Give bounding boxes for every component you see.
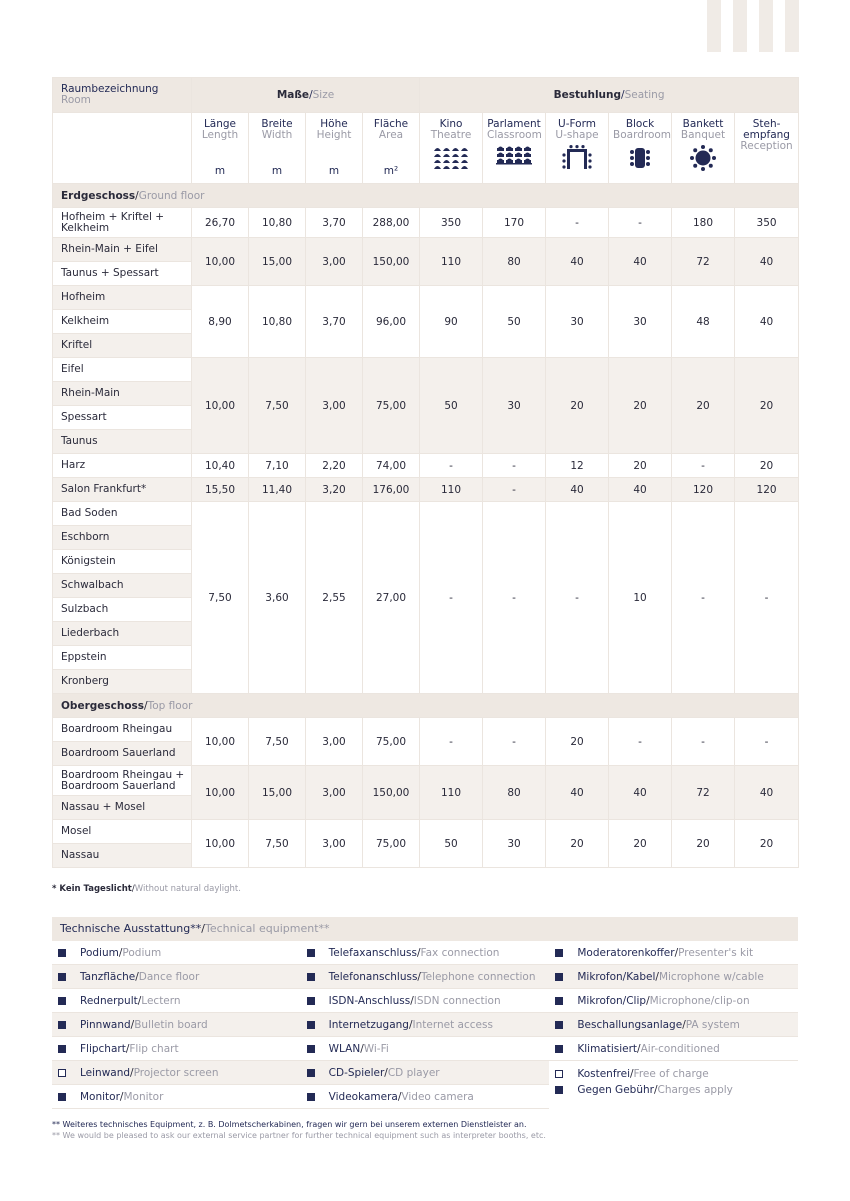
- daylight-note: * Kein Tageslicht/Without natural daylight.: [52, 884, 241, 894]
- charged-square-icon: [555, 1045, 563, 1053]
- room-name: Bad Soden: [53, 502, 192, 526]
- unit-label: m: [328, 165, 340, 177]
- equipment-item: Podium/Podium: [52, 941, 301, 965]
- capacity-value: 20: [735, 454, 799, 478]
- column-header: Länge Length m: [192, 113, 249, 184]
- capacity-value: -: [735, 718, 799, 766]
- decorative-bars: [707, 0, 799, 52]
- equipment-item: Moderatorenkoffer/Presenter's kit: [549, 941, 798, 965]
- capacity-value: 90: [420, 286, 483, 358]
- charged-square-icon: [58, 949, 66, 957]
- capacity-value: 3,60: [249, 502, 306, 694]
- room-name: Rhein-Main + Eifel: [53, 238, 192, 262]
- capacity-value: 11,40: [249, 478, 306, 502]
- equipment-item: Monitor/Monitor: [52, 1085, 301, 1109]
- capacity-value: 40: [546, 766, 609, 820]
- decorative-bar: [707, 0, 721, 52]
- capacity-value: 20: [672, 820, 735, 868]
- capacity-value: 3,70: [306, 286, 363, 358]
- capacity-value: 288,00: [363, 208, 420, 238]
- u-shape-seating-icon: [550, 145, 604, 171]
- technical-equipment: [52, 917, 798, 1109]
- capacity-value: 75,00: [363, 718, 420, 766]
- capacity-value: 40: [609, 766, 672, 820]
- capacity-value: 15,00: [249, 238, 306, 286]
- room-name: Boardroom Rheingau + Boardroom Sauerland: [53, 766, 192, 796]
- capacity-value: -: [735, 502, 799, 694]
- column-header: Bankett Banquet: [672, 113, 735, 184]
- charged-square-icon: [555, 949, 563, 957]
- capacity-value: 7,50: [249, 718, 306, 766]
- capacity-value: 120: [672, 478, 735, 502]
- capacity-value: 7,50: [249, 358, 306, 454]
- capacity-value: 15,50: [192, 478, 249, 502]
- capacity-value: 30: [483, 358, 546, 454]
- room-name: Schwalbach: [53, 574, 192, 598]
- floor-section-header: Erdgeschoss/Ground floor: [53, 184, 799, 208]
- room-name: Eifel: [53, 358, 192, 382]
- capacity-value: -: [672, 718, 735, 766]
- equipment-item: Flipchart/Flip chart: [52, 1037, 301, 1061]
- charged-square-icon: [307, 1093, 315, 1101]
- capacity-value: 50: [420, 820, 483, 868]
- capacity-value: 10,00: [192, 238, 249, 286]
- capacity-value: 20: [735, 358, 799, 454]
- room-name: Kriftel: [53, 334, 192, 358]
- charged-square-icon: [555, 1021, 563, 1029]
- banquet-seating-icon: [676, 145, 730, 171]
- room-name: Nassau: [53, 844, 192, 868]
- capacity-value: 10,00: [192, 358, 249, 454]
- room-name: Hofheim: [53, 286, 192, 310]
- capacity-value: -: [672, 502, 735, 694]
- decorative-bar: [785, 0, 799, 52]
- capacity-value: 96,00: [363, 286, 420, 358]
- room-capacity-table: [52, 77, 799, 868]
- table-row: [53, 766, 799, 796]
- capacity-value: 40: [735, 238, 799, 286]
- equipment-item: Rednerpult/Lectern: [52, 989, 301, 1013]
- capacity-value: 30: [609, 286, 672, 358]
- equipment-item: ISDN-Anschluss/ISDN connection: [301, 989, 550, 1013]
- equipment-item: Tanzfläche/Dance floor: [52, 965, 301, 989]
- charged-square-icon: [58, 1093, 66, 1101]
- equipment-item: Mikrofon/Clip/Microphone/clip-on: [549, 989, 798, 1013]
- capacity-value: 15,00: [249, 766, 306, 820]
- capacity-value: 2,55: [306, 502, 363, 694]
- charged-square-icon: [555, 1086, 563, 1094]
- empty-header-cell: [53, 113, 192, 184]
- capacity-value: 20: [609, 820, 672, 868]
- room-name: Spessart: [53, 406, 192, 430]
- capacity-value: 20: [735, 820, 799, 868]
- capacity-value: 350: [735, 208, 799, 238]
- capacity-value: -: [483, 502, 546, 694]
- unit-label: m²: [383, 165, 399, 177]
- room-name: Rhein-Main: [53, 382, 192, 406]
- free-square-icon: [555, 1070, 563, 1078]
- capacity-value: 72: [672, 766, 735, 820]
- floor-section-header: Obergeschoss/Top floor: [53, 694, 799, 718]
- capacity-value: 26,70: [192, 208, 249, 238]
- legend-item: Gegen Gebühr/Charges apply: [549, 1082, 798, 1098]
- equipment-item: Leinwand/Projector screen: [52, 1061, 301, 1085]
- capacity-value: 3,70: [306, 208, 363, 238]
- column-header: Block Boardroom: [609, 113, 672, 184]
- unit-label: m: [214, 165, 226, 177]
- column-header: Fläche Area m²: [363, 113, 420, 184]
- capacity-value: 3,00: [306, 718, 363, 766]
- capacity-value: 20: [609, 454, 672, 478]
- capacity-value: 40: [609, 238, 672, 286]
- room-name: Kelkheim: [53, 310, 192, 334]
- capacity-value: 74,00: [363, 454, 420, 478]
- charge-legend: [549, 1061, 798, 1109]
- table-row: [53, 820, 799, 844]
- charged-square-icon: [307, 1021, 315, 1029]
- capacity-value: 20: [546, 358, 609, 454]
- capacity-value: 8,90: [192, 286, 249, 358]
- charged-square-icon: [307, 949, 315, 957]
- room-name: Taunus: [53, 430, 192, 454]
- table-row: [53, 478, 799, 502]
- capacity-value: 72: [672, 238, 735, 286]
- capacity-value: -: [420, 454, 483, 478]
- capacity-value: -: [609, 208, 672, 238]
- charged-square-icon: [307, 973, 315, 981]
- room-name: Königstein: [53, 550, 192, 574]
- capacity-value: 20: [609, 358, 672, 454]
- table-row: [53, 208, 799, 238]
- charged-square-icon: [58, 997, 66, 1005]
- footnote: ** Weiteres technisches Equipment, z. B. Dolmetscherkabinen, fragen wir gern bei unserem externen Dienstleister an. ** We would be pleased to ask our external service partner for further technical equipment such as interpreter booths, etc.: [52, 1120, 546, 1140]
- capacity-value: 50: [483, 286, 546, 358]
- table-row: [53, 502, 799, 526]
- table-row: [53, 718, 799, 742]
- equipment-column-2: [301, 941, 550, 1109]
- capacity-value: 3,00: [306, 238, 363, 286]
- charged-square-icon: [307, 1045, 315, 1053]
- capacity-value: 120: [735, 478, 799, 502]
- equipment-item: Beschallungsanlage/PA system: [549, 1013, 798, 1037]
- capacity-value: -: [546, 502, 609, 694]
- capacity-value: 30: [546, 286, 609, 358]
- room-name: Liederbach: [53, 622, 192, 646]
- column-header: U-Form U-shape: [546, 113, 609, 184]
- capacity-value: 7,10: [249, 454, 306, 478]
- charged-square-icon: [58, 1021, 66, 1029]
- capacity-value: 10,00: [192, 718, 249, 766]
- room-name: Boardroom Sauerland: [53, 742, 192, 766]
- capacity-value: 7,50: [249, 820, 306, 868]
- capacity-value: 10: [609, 502, 672, 694]
- room-name: Salon Frankfurt*: [53, 478, 192, 502]
- legend-item: Kostenfrei/Free of charge: [549, 1066, 798, 1082]
- capacity-value: 40: [546, 478, 609, 502]
- capacity-value: -: [483, 454, 546, 478]
- capacity-value: 10,80: [249, 208, 306, 238]
- capacity-value: 10,40: [192, 454, 249, 478]
- theatre-seating-icon: [424, 145, 478, 171]
- capacity-value: 20: [672, 358, 735, 454]
- capacity-value: 350: [420, 208, 483, 238]
- equipment-item: CD-Spieler/CD player: [301, 1061, 550, 1085]
- room-name: Kronberg: [53, 670, 192, 694]
- capacity-value: 110: [420, 766, 483, 820]
- capacity-value: 180: [672, 208, 735, 238]
- capacity-value: 75,00: [363, 820, 420, 868]
- equipment-item: Internetzugang/Internet access: [301, 1013, 550, 1037]
- capacity-value: 48: [672, 286, 735, 358]
- table-row: [53, 286, 799, 310]
- classroom-seating-icon: [487, 145, 541, 165]
- charged-square-icon: [58, 1045, 66, 1053]
- column-header: Parlament Classroom: [483, 113, 546, 184]
- capacity-value: 40: [735, 286, 799, 358]
- boardroom-seating-icon: [613, 145, 667, 171]
- equipment-item: Telefonanschluss/Telephone connection: [301, 965, 550, 989]
- room-name: Eschborn: [53, 526, 192, 550]
- capacity-value: 3,00: [306, 358, 363, 454]
- charged-square-icon: [555, 997, 563, 1005]
- capacity-value: 80: [483, 238, 546, 286]
- capacity-value: 3,00: [306, 766, 363, 820]
- equipment-item: Klimatisiert/Air-conditioned: [549, 1037, 798, 1061]
- equipment-column-1: [52, 941, 301, 1109]
- equipment-item: Mikrofon/Kabel/Microphone w/cable: [549, 965, 798, 989]
- room-name: Eppstein: [53, 646, 192, 670]
- capacity-value: 80: [483, 766, 546, 820]
- size-header: Maße/Size: [192, 78, 420, 113]
- room-name: Nassau + Mosel: [53, 796, 192, 820]
- charged-square-icon: [555, 973, 563, 981]
- charged-square-icon: [307, 1069, 315, 1077]
- column-header: Höhe Height m: [306, 113, 363, 184]
- capacity-value: 7,50: [192, 502, 249, 694]
- capacity-value: -: [420, 718, 483, 766]
- seating-header: Bestuhlung/Seating: [420, 78, 799, 113]
- capacity-value: 30: [483, 820, 546, 868]
- equipment-column-3: [549, 941, 798, 1109]
- capacity-value: 176,00: [363, 478, 420, 502]
- capacity-value: 12: [546, 454, 609, 478]
- decorative-bar: [759, 0, 773, 52]
- capacity-value: -: [546, 208, 609, 238]
- room-name: Boardroom Rheingau: [53, 718, 192, 742]
- table-row: [53, 238, 799, 262]
- capacity-value: 110: [420, 238, 483, 286]
- capacity-value: 27,00: [363, 502, 420, 694]
- capacity-value: -: [672, 454, 735, 478]
- capacity-value: 10,00: [192, 820, 249, 868]
- capacity-value: 3,20: [306, 478, 363, 502]
- equipment-title: Technische Ausstattung**/Technical equipment**: [52, 917, 798, 941]
- column-header: Breite Width m: [249, 113, 306, 184]
- capacity-value: 40: [609, 478, 672, 502]
- capacity-value: -: [483, 478, 546, 502]
- room-header: Raumbezeichnung Room: [53, 78, 192, 113]
- capacity-value: 170: [483, 208, 546, 238]
- unit-label: m: [271, 165, 283, 177]
- equipment-item: Pinnwand/Bulletin board: [52, 1013, 301, 1037]
- column-header: Kino Theatre: [420, 113, 483, 184]
- room-name: Taunus + Spessart: [53, 262, 192, 286]
- table-row: [53, 358, 799, 382]
- capacity-value: 50: [420, 358, 483, 454]
- charged-square-icon: [307, 997, 315, 1005]
- capacity-value: 2,20: [306, 454, 363, 478]
- capacity-value: 40: [546, 238, 609, 286]
- capacity-value: -: [483, 718, 546, 766]
- room-name: Harz: [53, 454, 192, 478]
- decorative-bar: [733, 0, 747, 52]
- room-name: Mosel: [53, 820, 192, 844]
- capacity-value: -: [609, 718, 672, 766]
- capacity-value: 10,80: [249, 286, 306, 358]
- capacity-value: 20: [546, 820, 609, 868]
- capacity-value: 150,00: [363, 238, 420, 286]
- capacity-value: -: [420, 502, 483, 694]
- equipment-item: Telefaxanschluss/Fax connection: [301, 941, 550, 965]
- capacity-value: 110: [420, 478, 483, 502]
- equipment-item: WLAN/Wi-Fi: [301, 1037, 550, 1061]
- table-row: [53, 454, 799, 478]
- column-header: Steh- empfang Reception: [735, 113, 799, 184]
- capacity-value: 10,00: [192, 766, 249, 820]
- room-name: Sulzbach: [53, 598, 192, 622]
- capacity-value: 20: [546, 718, 609, 766]
- capacity-value: 150,00: [363, 766, 420, 820]
- equipment-item: Videokamera/Video camera: [301, 1085, 550, 1109]
- capacity-value: 75,00: [363, 358, 420, 454]
- charged-square-icon: [58, 973, 66, 981]
- capacity-value: 3,00: [306, 820, 363, 868]
- room-name: Hofheim + Kriftel + Kelkheim: [53, 208, 192, 238]
- free-square-icon: [58, 1069, 66, 1077]
- capacity-value: 40: [735, 766, 799, 820]
